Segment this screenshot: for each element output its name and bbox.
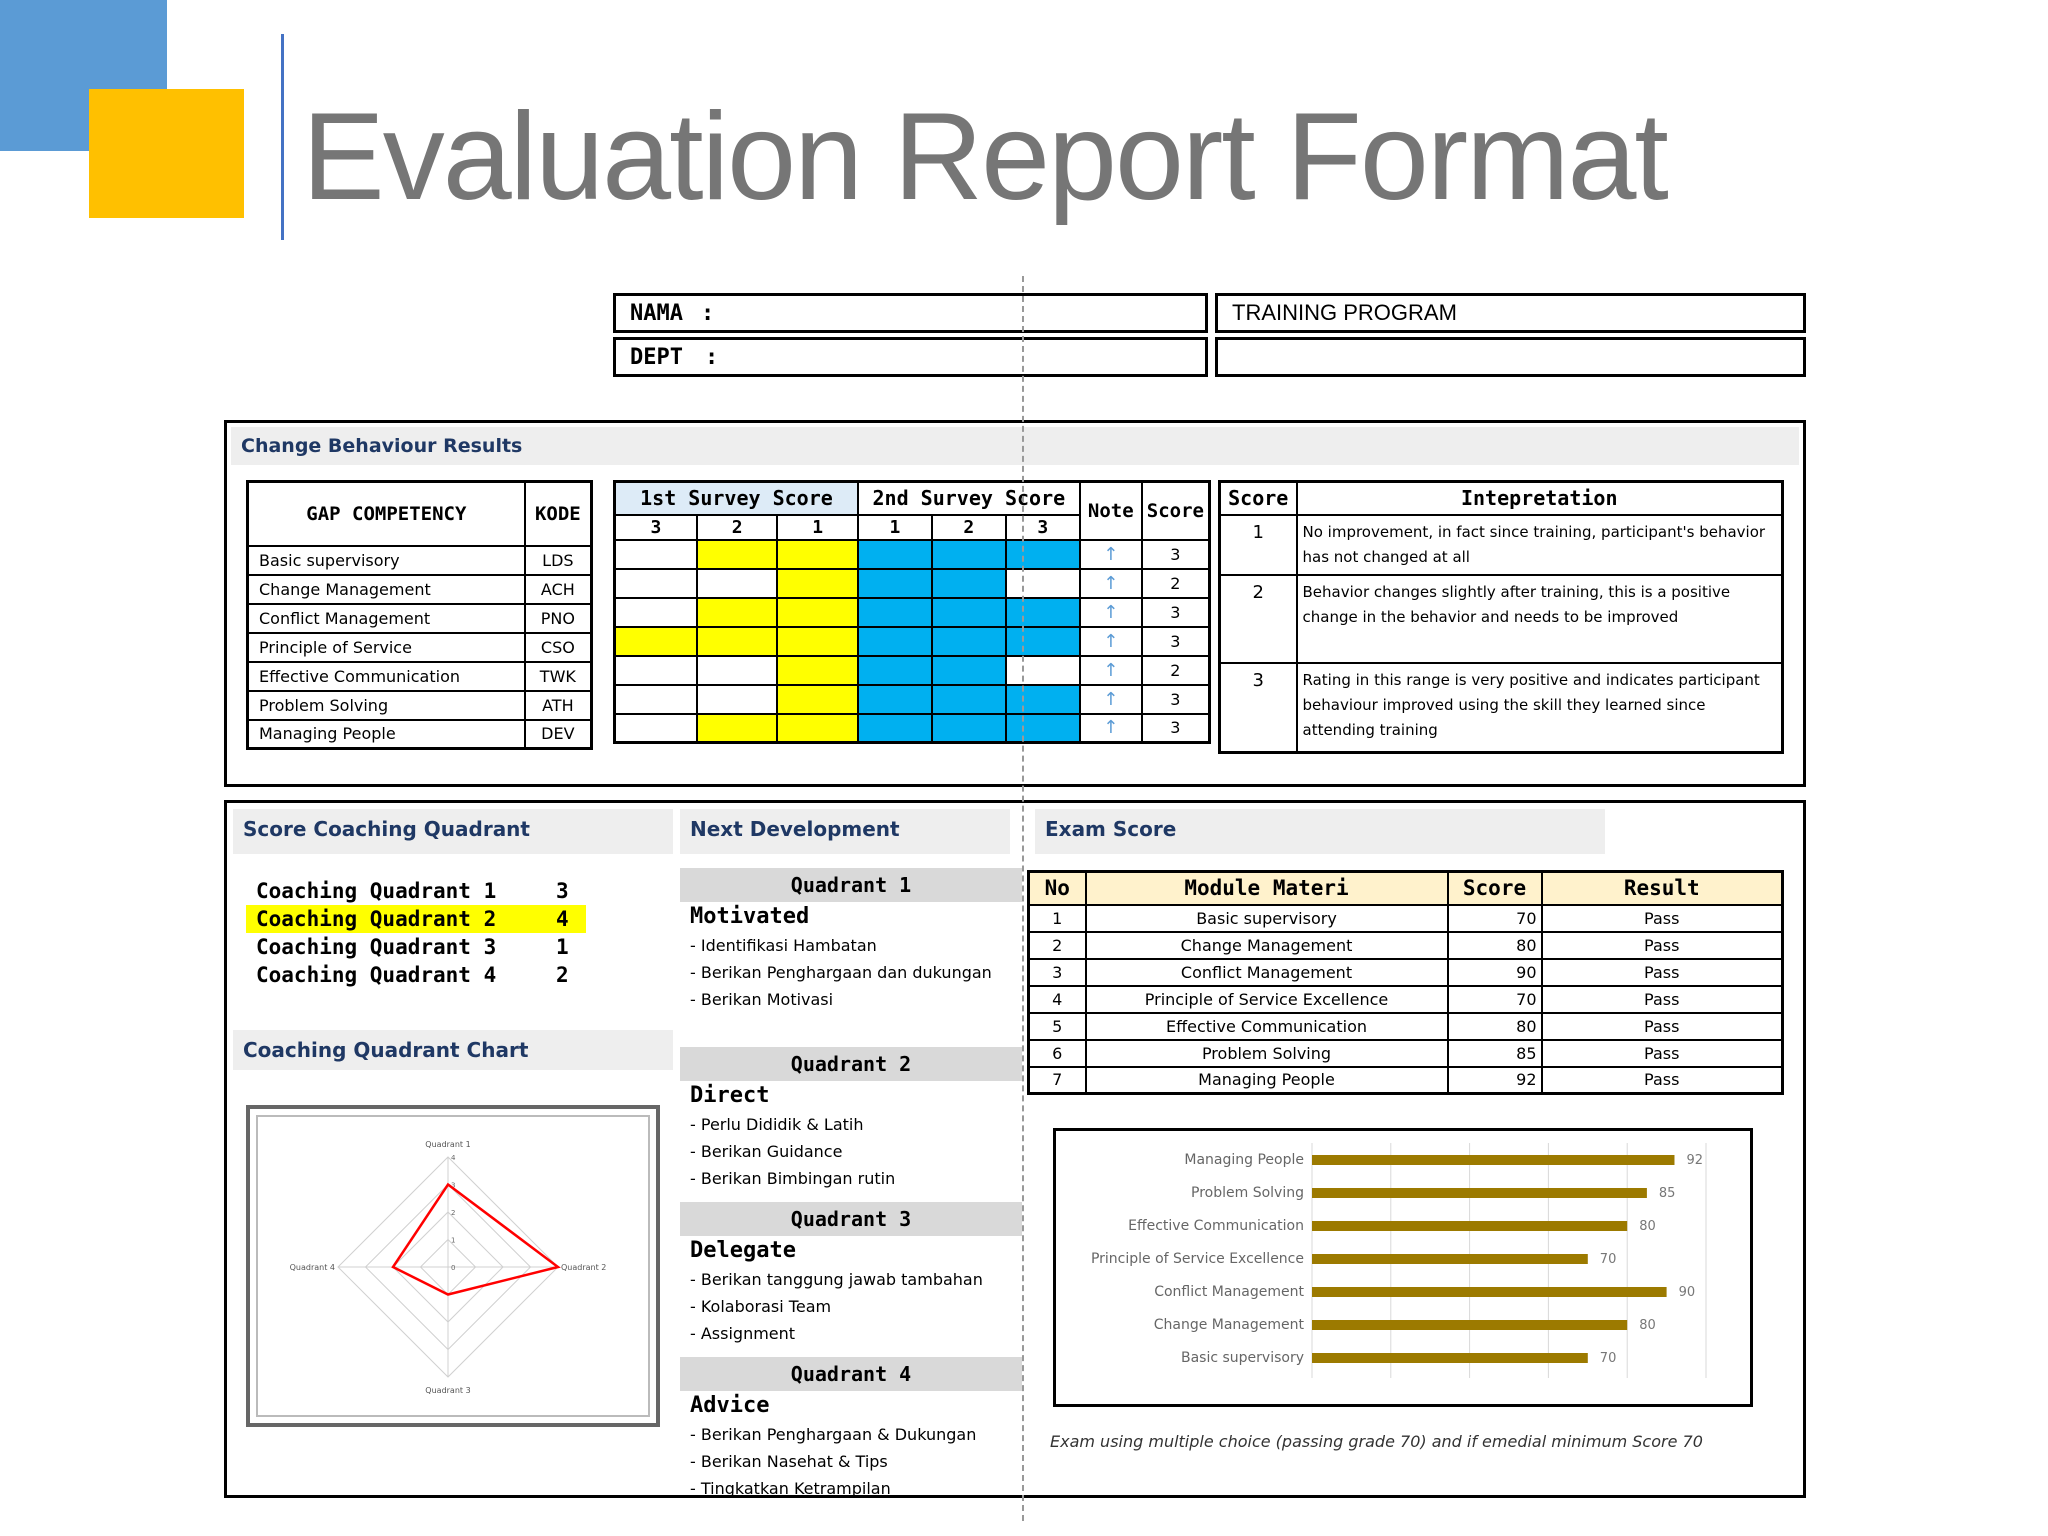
development-action: - Berikan Motivasi [690, 990, 834, 1009]
exam-score: 70 [1448, 905, 1542, 932]
bar [1312, 1320, 1627, 1330]
next-development-block [680, 868, 1022, 1013]
survey1-cell [697, 627, 777, 656]
gap-row [248, 575, 592, 604]
exam-module: Problem Solving [1086, 1040, 1448, 1067]
competency-name: Effective Communication [248, 662, 525, 691]
title-divider [281, 34, 284, 240]
exam-module: Principle of Service Excellence [1086, 986, 1448, 1013]
competency-name: Basic supervisory [248, 546, 525, 575]
survey1-cell [697, 540, 777, 569]
survey1-cell [615, 685, 697, 714]
survey1-cell [615, 598, 697, 627]
survey1-col-label: 1 [777, 515, 858, 540]
exam-row [1029, 986, 1783, 1013]
development-action: - Kolaborasi Team [690, 1297, 832, 1316]
survey2-cell [858, 540, 932, 569]
survey2-cell [858, 714, 932, 743]
survey2-cell [1006, 627, 1080, 656]
radar-tick-label: 3 [451, 1181, 456, 1190]
quadrant-style: Motivated [690, 904, 810, 929]
radar-tick-label: 2 [451, 1209, 456, 1217]
survey1-col-label: 2 [697, 515, 777, 540]
bar-category-label: Managing People [1184, 1152, 1304, 1168]
exam-score: 92 [1448, 1067, 1542, 1094]
next-development-block [680, 1047, 1022, 1192]
bar-value-label: 80 [1639, 1219, 1656, 1234]
exam-result: Pass [1542, 986, 1783, 1013]
radar-tick-label: 1 [451, 1236, 456, 1245]
next-development-title: Next Development [680, 809, 1010, 854]
exam-row [1029, 905, 1783, 932]
note-cell [1080, 627, 1142, 656]
note-cell [1080, 656, 1142, 685]
score-cell: 3 [1142, 627, 1210, 656]
exam-module: Basic supervisory [1086, 905, 1448, 932]
exam-row [1029, 1040, 1783, 1067]
score-cell: 3 [1142, 598, 1210, 627]
exam-row [1029, 1067, 1783, 1094]
survey2-cell [1006, 714, 1080, 743]
bar [1312, 1254, 1588, 1264]
next-development-block [680, 1202, 1022, 1347]
radar-tick-label: 0 [451, 1264, 456, 1272]
bar-value-label: 70 [1599, 1252, 1617, 1267]
coaching-quadrant-label: Coaching Quadrant 4 [256, 963, 497, 987]
competency-code: CSO [525, 633, 592, 662]
survey2-cell [858, 569, 932, 598]
exam-no: 2 [1029, 932, 1086, 959]
dept-label: DEPT [630, 344, 683, 370]
interpretation-row [1220, 515, 1783, 575]
up-arrow-icon: ↑ [1103, 543, 1119, 565]
survey-score-table [613, 480, 1211, 744]
interpretation-row [1220, 663, 1783, 753]
score-cell: 3 [1142, 685, 1210, 714]
survey2-cell [932, 598, 1006, 627]
center-guide-line [1022, 276, 1024, 1521]
exam-module: Effective Communication [1086, 1013, 1448, 1040]
competency-code: ATH [525, 691, 592, 720]
exam-score: 80 [1448, 1013, 1542, 1040]
survey2-cell [932, 685, 1006, 714]
coaching-quadrant-value: 2 [556, 963, 569, 987]
development-action: - Berikan Penghargaan dan dukungan [690, 963, 992, 982]
exam-no: 1 [1029, 905, 1086, 932]
survey2-cell [932, 540, 1006, 569]
gap-competency-table [246, 480, 593, 750]
code-header: KODE [525, 482, 592, 546]
interpretation-score: 3 [1220, 663, 1297, 753]
exam-no: 6 [1029, 1040, 1086, 1067]
coaching-quadrant-row [246, 961, 666, 989]
gap-row [248, 604, 592, 633]
development-action: - Identifikasi Hambatan [690, 936, 877, 955]
exam-no: 7 [1029, 1067, 1086, 1094]
training-program-field [1215, 293, 1806, 333]
competency-name: Principle of Service [248, 633, 525, 662]
exam-module: Managing People [1086, 1067, 1448, 1094]
interpretation-header: Intepretation [1297, 482, 1783, 515]
dept-field [613, 337, 1208, 377]
next-development-block [680, 1357, 1022, 1502]
interpretation-row [1220, 575, 1783, 663]
development-action: - Berikan Penghargaan & Dukungan [690, 1425, 977, 1444]
development-action: - Perlu Dididik & Latih [690, 1115, 864, 1134]
gap-row [248, 633, 592, 662]
exam-score-table [1027, 870, 1784, 1095]
survey1-cell [777, 656, 858, 685]
survey2-cell [1006, 569, 1080, 598]
bar-category-label: Problem Solving [1191, 1185, 1304, 1201]
interpretation-score: 2 [1220, 575, 1297, 663]
up-arrow-icon: ↑ [1103, 717, 1119, 739]
survey1-cell [615, 627, 697, 656]
survey-row [615, 685, 1210, 714]
coaching-quadrant-row [246, 933, 666, 961]
survey1-cell [615, 714, 697, 743]
exam-result: Pass [1542, 932, 1783, 959]
exam-row [1029, 932, 1783, 959]
exam-score: 70 [1448, 986, 1542, 1013]
bar-category-label: Basic supervisory [1180, 1350, 1304, 1366]
competency-code: DEV [525, 720, 592, 749]
training-program-label: TRAINING PROGRAM [1232, 300, 1457, 325]
coaching-quadrant-label: Coaching Quadrant 2 [256, 907, 497, 931]
quadrant-heading: Quadrant 2 [680, 1047, 1022, 1081]
development-action: - Berikan tanggung jawab tambahan [690, 1270, 983, 1289]
survey-row [615, 714, 1210, 743]
survey2-cell [932, 656, 1006, 685]
exam-bar-chart [1056, 1131, 1750, 1404]
radar-axis-label: Quadrant 4 [289, 1263, 335, 1272]
change-behaviour-title: Change Behaviour Results [231, 427, 1799, 465]
bar-value-label: 85 [1658, 1186, 1676, 1201]
survey1-cell [615, 540, 697, 569]
dept-colon: : [704, 344, 719, 370]
survey2-cell [858, 656, 932, 685]
note-cell [1080, 598, 1142, 627]
exam-bar-chart-frame [1053, 1128, 1753, 1407]
up-arrow-icon: ↑ [1103, 659, 1119, 681]
bar-category-label: Conflict Management [1154, 1284, 1304, 1300]
coaching-quadrant-value: 1 [556, 935, 569, 959]
up-arrow-icon: ↑ [1103, 572, 1119, 594]
exam-note: Exam using multiple choice (passing grade 70) and if emedial minimum Score 70 [1050, 1432, 1703, 1451]
survey-row [615, 627, 1210, 656]
survey2-cell [858, 627, 932, 656]
exam-no: 3 [1029, 959, 1086, 986]
score-cell: 3 [1142, 714, 1210, 743]
quadrant-style: Advice [690, 1393, 770, 1418]
coaching-quadrant-chart-title: Coaching Quadrant Chart [233, 1030, 673, 1070]
radar-chart-frame [246, 1105, 660, 1427]
bar [1312, 1188, 1647, 1198]
survey1-cell [777, 540, 858, 569]
up-arrow-icon: ↑ [1103, 688, 1119, 710]
up-arrow-icon: ↑ [1103, 601, 1119, 623]
competency-code: PNO [525, 604, 592, 633]
survey2-col-label: 1 [858, 515, 932, 540]
exam-result: Pass [1542, 959, 1783, 986]
score-cell: 2 [1142, 569, 1210, 598]
quadrant-style: Delegate [690, 1238, 796, 1263]
up-arrow-icon: ↑ [1103, 630, 1119, 652]
radar-axis-label: Quadrant 3 [425, 1386, 471, 1395]
development-action: - Berikan Guidance [690, 1142, 843, 1161]
survey1-cell [777, 598, 858, 627]
note-cell [1080, 569, 1142, 598]
coaching-quadrant-value: 4 [556, 907, 569, 931]
exam-score: 85 [1448, 1040, 1542, 1067]
competency-code: LDS [525, 546, 592, 575]
exam-score: 80 [1448, 932, 1542, 959]
bar [1312, 1221, 1627, 1231]
note-cell [1080, 540, 1142, 569]
competency-name: Change Management [248, 575, 525, 604]
exam-row [1029, 1013, 1783, 1040]
bar [1312, 1353, 1588, 1363]
exam-no: 5 [1029, 1013, 1086, 1040]
competency-name: Managing People [248, 720, 525, 749]
gap-competency-header: GAP COMPETENCY [248, 482, 525, 546]
interpretation-table [1218, 480, 1784, 754]
bar-value-label: 80 [1639, 1318, 1656, 1333]
radar-axis-label: Quadrant 2 [561, 1263, 607, 1272]
exam-result-header: Result [1542, 872, 1783, 905]
exam-result: Pass [1542, 905, 1783, 932]
interpretation-score: 1 [1220, 515, 1297, 575]
interpretation-text: Rating in this range is very positive and indicates participant behaviour improved using the skill they learned since attending training [1297, 663, 1783, 753]
exam-module: Change Management [1086, 932, 1448, 959]
next-development-list [680, 868, 1022, 1512]
exam-result: Pass [1542, 1040, 1783, 1067]
bar-value-label: 70 [1599, 1351, 1617, 1366]
development-action: - Tingkatkan Ketrampilan [690, 1479, 891, 1498]
note-cell [1080, 714, 1142, 743]
survey1-cell [697, 714, 777, 743]
coaching-quadrant-label: Coaching Quadrant 3 [256, 935, 497, 959]
survey-row [615, 569, 1210, 598]
exam-score-title: Exam Score [1035, 809, 1605, 854]
exam-no: 4 [1029, 986, 1086, 1013]
bar-category-label: Effective Communication [1128, 1218, 1304, 1234]
coaching-quadrant-row [246, 905, 586, 933]
coaching-quadrant-label: Coaching Quadrant 1 [256, 879, 497, 903]
exam-score-header: Score [1448, 872, 1542, 905]
survey2-cell [932, 627, 1006, 656]
survey1-cell [777, 627, 858, 656]
exam-no-header: No [1029, 872, 1086, 905]
survey-row [615, 540, 1210, 569]
nama-field [613, 293, 1208, 333]
quadrant-heading: Quadrant 4 [680, 1357, 1022, 1391]
score-coaching-quadrant-title: Score Coaching Quadrant [233, 809, 673, 854]
development-action: - Assignment [690, 1324, 796, 1343]
radar-tick-label: 4 [451, 1154, 456, 1162]
score-cell: 2 [1142, 656, 1210, 685]
exam-row [1029, 959, 1783, 986]
survey2-cell [932, 714, 1006, 743]
survey1-cell [615, 656, 697, 685]
interp-score-header: Score [1220, 482, 1297, 515]
survey2-col-label: 3 [1006, 515, 1080, 540]
survey2-cell [1006, 540, 1080, 569]
coaching-quadrant-list [246, 877, 666, 989]
survey1-cell [777, 569, 858, 598]
survey1-cell [697, 598, 777, 627]
survey1-header: 1st Survey Score [615, 482, 858, 515]
survey1-cell [615, 569, 697, 598]
survey2-header: 2nd Survey Score [858, 482, 1080, 515]
survey1-cell [697, 656, 777, 685]
bar-category-label: Change Management [1153, 1317, 1304, 1333]
development-action: - Berikan Nasehat & Tips [690, 1452, 888, 1471]
radar-axis-label: Quadrant 1 [425, 1140, 471, 1149]
survey1-cell [777, 685, 858, 714]
survey2-col-label: 2 [932, 515, 1006, 540]
survey-row [615, 656, 1210, 685]
coaching-quadrant-row [246, 877, 666, 905]
note-header: Note [1080, 482, 1142, 540]
page-title: Evaluation Report Format [302, 88, 1667, 226]
bar-value-label: 90 [1678, 1285, 1696, 1300]
interpretation-text: Behavior changes slightly after training, this is a positive change in the behavior and needs to be improved [1297, 575, 1783, 663]
interpretation-text: No improvement, in fact since training, participant's behavior has not changed at all [1297, 515, 1783, 575]
exam-module-header: Module Materi [1086, 872, 1448, 905]
survey2-cell [1006, 685, 1080, 714]
survey2-cell [1006, 598, 1080, 627]
gap-row [248, 691, 592, 720]
exam-module: Conflict Management [1086, 959, 1448, 986]
survey1-cell [697, 569, 777, 598]
exam-result: Pass [1542, 1013, 1783, 1040]
survey-row [615, 598, 1210, 627]
quadrant-style: Direct [690, 1083, 770, 1108]
competency-name: Conflict Management [248, 604, 525, 633]
survey1-cell [777, 714, 858, 743]
nama-colon: : [700, 300, 715, 326]
score-cell: 3 [1142, 540, 1210, 569]
survey2-cell [1006, 656, 1080, 685]
survey2-cell [932, 569, 1006, 598]
competency-name: Problem Solving [248, 691, 525, 720]
bar-category-label: Principle of Service Excellence [1090, 1251, 1304, 1267]
development-action: - Berikan Bimbingan rutin [690, 1169, 896, 1188]
coaching-quadrant-value: 3 [556, 879, 569, 903]
survey1-col-label: 3 [615, 515, 697, 540]
bar-value-label: 92 [1686, 1153, 1704, 1168]
training-program-value [1215, 337, 1806, 377]
exam-result: Pass [1542, 1067, 1783, 1094]
note-cell [1080, 685, 1142, 714]
quadrant-heading: Quadrant 3 [680, 1202, 1022, 1236]
competency-code: ACH [525, 575, 592, 604]
nama-label: NAMA [630, 300, 683, 326]
gap-row [248, 662, 592, 691]
quadrant-heading: Quadrant 1 [680, 868, 1022, 902]
competency-code: TWK [525, 662, 592, 691]
bar [1312, 1155, 1674, 1165]
survey2-cell [858, 598, 932, 627]
decorative-yellow-square [89, 89, 244, 218]
score-header: Score [1142, 482, 1210, 540]
radar-chart [258, 1117, 652, 1415]
exam-score: 90 [1448, 959, 1542, 986]
gap-row [248, 546, 592, 575]
bar [1312, 1287, 1667, 1297]
survey1-cell [697, 685, 777, 714]
survey2-cell [858, 685, 932, 714]
gap-row [248, 720, 592, 749]
